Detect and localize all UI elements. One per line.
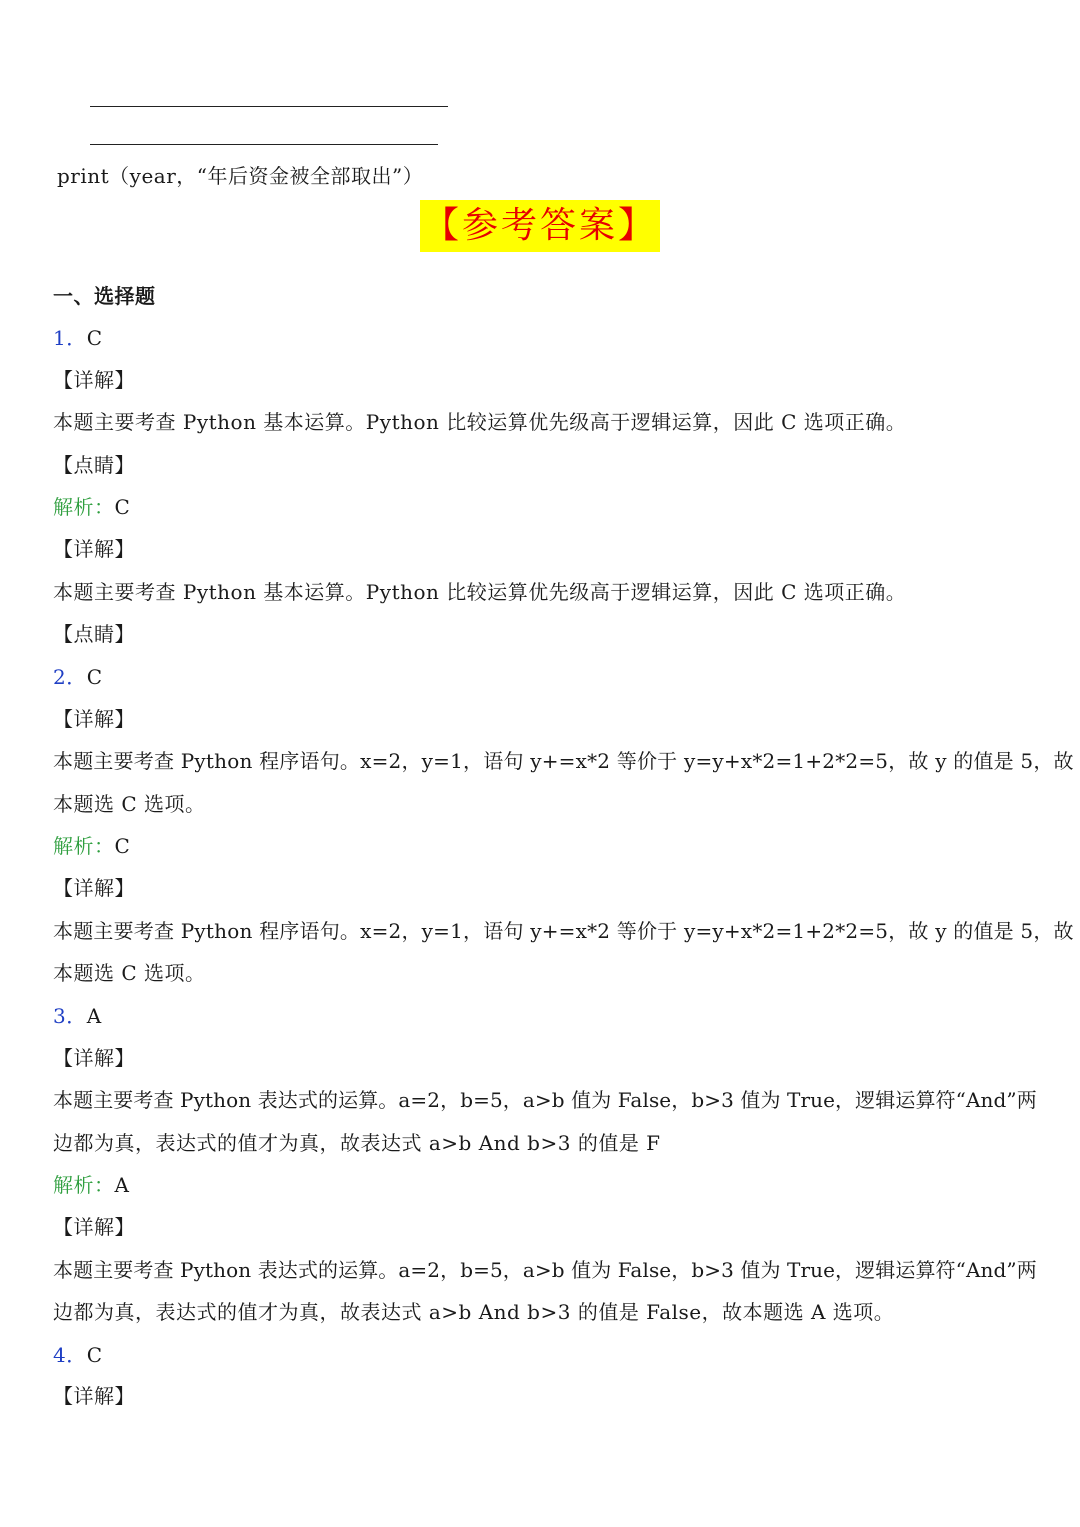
explanation-text: 本题主要考查 Python 程序语句。x=2，y=1，语句 y+=x*2 等价于 y=y+x*2=1+2*2=5，故 y 的值是 5，故: [53, 749, 1074, 773]
analysis-label: 解析：: [53, 1173, 115, 1197]
detail-tag: 【详解】: [53, 368, 135, 392]
question-answer: C: [86, 326, 103, 350]
explanation-text: 边都为真，表达式的值才为真，故表达式 a>b And b>3 的值是 False，故本题选 A 选项。: [53, 1300, 895, 1324]
explanation-text: 本题选 C 选项。: [53, 961, 206, 985]
section-title: 一、选择题: [53, 284, 156, 308]
explanation-text: 本题主要考查 Python 表达式的运算。a=2，b=5，a>b 值为 False，b>3 值为 True，逻辑运算符“And”两: [53, 1258, 1037, 1282]
code-line: print（year，“年后资金被全部取出”）: [57, 164, 424, 188]
point-tag: 【点睛】: [53, 453, 135, 477]
analysis-label: 解析：: [53, 495, 115, 519]
question-3-header: [53, 1000, 102, 1029]
point-tag: 【点睛】: [53, 622, 135, 646]
analysis-answer: C: [114, 495, 131, 519]
explanation-text: 本题主要考查 Python 基本运算。Python 比较运算优先级高于逻辑运算，因此 C 选项正确。: [53, 410, 907, 434]
question-number: 3．: [53, 1004, 87, 1028]
analysis-line: [53, 491, 130, 520]
explanation-text: 本题选 C 选项。: [53, 792, 206, 816]
detail-tag: 【详解】: [53, 1215, 135, 1239]
analysis-line: [53, 830, 130, 859]
question-number: 2．: [53, 665, 87, 689]
explanation-text: 边都为真，表达式的值才为真，故表达式 a>b And b>3 的值是 F: [53, 1131, 661, 1155]
detail-tag: 【详解】: [53, 1046, 135, 1070]
explanation-text: 本题主要考查 Python 表达式的运算。a=2，b=5，a>b 值为 False，b>3 值为 True，逻辑运算符“And”两: [53, 1088, 1037, 1112]
question-4-header: [53, 1339, 103, 1368]
analysis-label: 解析：: [53, 834, 115, 858]
question-number: 4．: [53, 1343, 87, 1367]
fill-blank-line-2: [90, 144, 438, 145]
analysis-answer: C: [114, 834, 131, 858]
question-1-header: [53, 322, 103, 351]
detail-tag: 【详解】: [53, 707, 135, 731]
answer-banner: 【参考答案】: [420, 200, 660, 252]
detail-tag: 【详解】: [53, 1384, 135, 1408]
question-answer: C: [86, 1343, 103, 1367]
question-2-header: [53, 661, 103, 690]
detail-tag: 【详解】: [53, 876, 135, 900]
fill-blank-line-1: [90, 106, 448, 107]
explanation-text: 本题主要考查 Python 程序语句。x=2，y=1，语句 y+=x*2 等价于 y=y+x*2=1+2*2=5，故 y 的值是 5，故: [53, 919, 1074, 943]
detail-tag: 【详解】: [53, 537, 135, 561]
analysis-answer: A: [114, 1173, 130, 1197]
question-answer: C: [86, 665, 103, 689]
question-number: 1．: [53, 326, 87, 350]
explanation-text: 本题主要考查 Python 基本运算。Python 比较运算优先级高于逻辑运算，因此 C 选项正确。: [53, 580, 907, 604]
analysis-line: [53, 1169, 129, 1198]
question-answer: A: [86, 1004, 102, 1028]
